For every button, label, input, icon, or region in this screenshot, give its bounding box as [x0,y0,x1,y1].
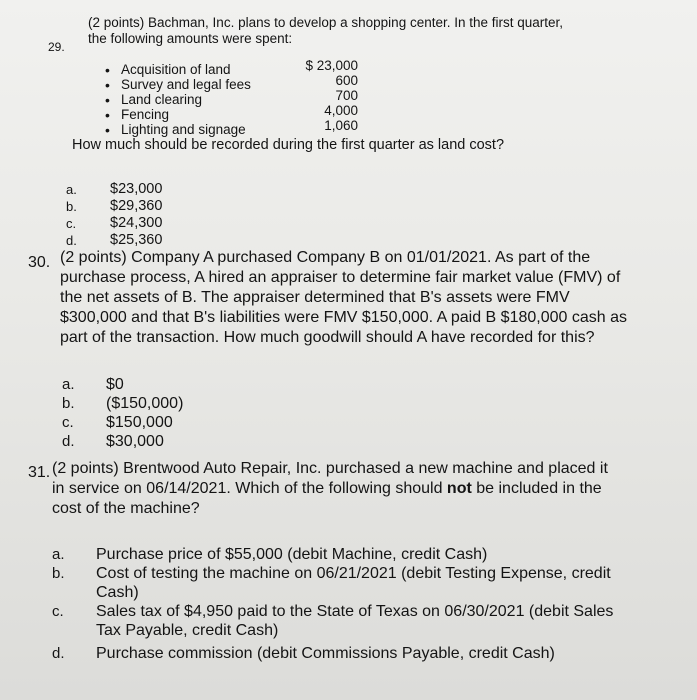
q29-text-line1: (2 points) Bachman, Inc. plans to develop a shopping center. In the first quarter, [88,15,564,30]
answer-choice[interactable] [62,394,183,413]
q31-text-segment: in service on 06/14/2021. Which of the following should [52,480,443,497]
expense-label: Land clearing [121,92,203,107]
q29-amounts [300,58,358,133]
q31-number: 31. [28,464,51,481]
q31-text [52,459,608,519]
q30-text-line: the net assets of B. The appraiser determined that B's assets were FMV [60,289,570,306]
q30-text-line: part of the transaction. How much goodwill should A have recorded for this? [60,329,595,346]
list-item [105,92,311,107]
choice-text: Cash) [96,584,139,601]
choice-text: ($150,000) [106,395,184,412]
answer-choice[interactable] [66,215,162,232]
choice-letter: c. [62,414,74,431]
expense-amount: $ 23,000 [305,58,358,73]
expense-label: Lighting and signage [121,122,246,137]
choice-text: $24,300 [110,215,163,231]
answer-choice[interactable] [52,644,613,663]
choice-text: Tax Payable, credit Cash) [96,622,279,639]
answer-choice[interactable] [66,181,162,198]
choice-text: $25,360 [110,232,163,248]
choice-letter: b. [62,395,75,412]
answer-choice[interactable] [62,432,183,451]
choice-text: Purchase price of $55,000 (debit Machine, credit Cash) [96,546,488,563]
answer-choice[interactable] [62,375,183,394]
list-item [105,122,311,137]
q29-text-line2: the following amounts were spent: [88,31,293,46]
q30-text-line: purchase process, A hired an appraiser to determine fair market value (FMV) of [60,269,621,286]
choice-letter: c. [52,603,64,620]
expense-amount: 1,060 [324,118,358,133]
q30-choices [62,375,183,451]
choice-text: $150,000 [106,414,173,431]
expense-label: Survey and legal fees [121,77,251,92]
list-item [105,77,311,92]
list-item [105,62,311,77]
choice-letter: c. [66,216,77,231]
q29-choices [66,181,162,249]
expense-amount: 4,000 [324,103,358,118]
q31-text-line [52,479,608,499]
bullet-icon: • [105,121,110,138]
q29-question: How much should be recorded during the first quarter as land cost? [72,137,505,153]
q31-text-segment: be included in the [476,480,602,497]
answer-choice[interactable] [52,545,613,564]
q31-text-line: cost of the machine? [52,500,200,517]
choice-letter: b. [52,565,65,582]
bullet-icon: • [105,91,110,108]
choice-letter: a. [66,182,77,197]
choice-letter: b. [66,199,77,214]
expense-label: Fencing [121,107,170,122]
q30-text-line: (2 points) Company A purchased Company B on 01/01/2021. As part of the [60,249,591,266]
q31-emphasis: not [446,480,472,497]
choice-letter: d. [52,645,65,662]
choice-text: Cost of testing the machine on 06/21/2021 (debit Testing Expense, credit [96,565,611,582]
q29-expense-list [105,62,311,137]
q29-number: 29. [48,40,65,54]
answer-choice[interactable] [66,198,162,215]
choice-text: $23,000 [110,181,163,197]
answer-choice[interactable] [52,564,613,602]
answer-choice[interactable] [62,413,183,432]
choice-text: $29,360 [110,198,163,214]
bullet-icon: • [105,61,110,78]
choice-letter: d. [62,433,75,450]
q31-choices [52,545,613,663]
expense-amount: 600 [335,73,358,88]
choice-letter: d. [66,233,77,248]
q30-number: 30. [28,254,51,271]
choice-letter: a. [62,376,75,393]
choice-letter: a. [52,546,65,563]
q30-text-line: $300,000 and that B's liabilities were FMV $150,000. A paid B $180,000 cash as [60,309,627,326]
bullet-icon: • [105,76,110,93]
answer-choice[interactable] [52,602,613,640]
q30-text [60,248,627,348]
choice-text: $30,000 [106,433,164,450]
choice-text: Purchase commission (debit Commissions Payable, credit Cash) [96,645,555,662]
expense-label: Acquisition of land [121,62,231,77]
answer-choice[interactable] [66,232,162,249]
choice-text: $0 [106,376,124,393]
q31-text-line: (2 points) Brentwood Auto Repair, Inc. purchased a new machine and placed it [52,460,608,477]
list-item [105,107,311,122]
bullet-icon: • [105,106,110,123]
choice-text: Sales tax of $4,950 paid to the State of Texas on 06/30/2021 (debit Sales [96,603,614,620]
expense-amount: 700 [335,88,358,103]
